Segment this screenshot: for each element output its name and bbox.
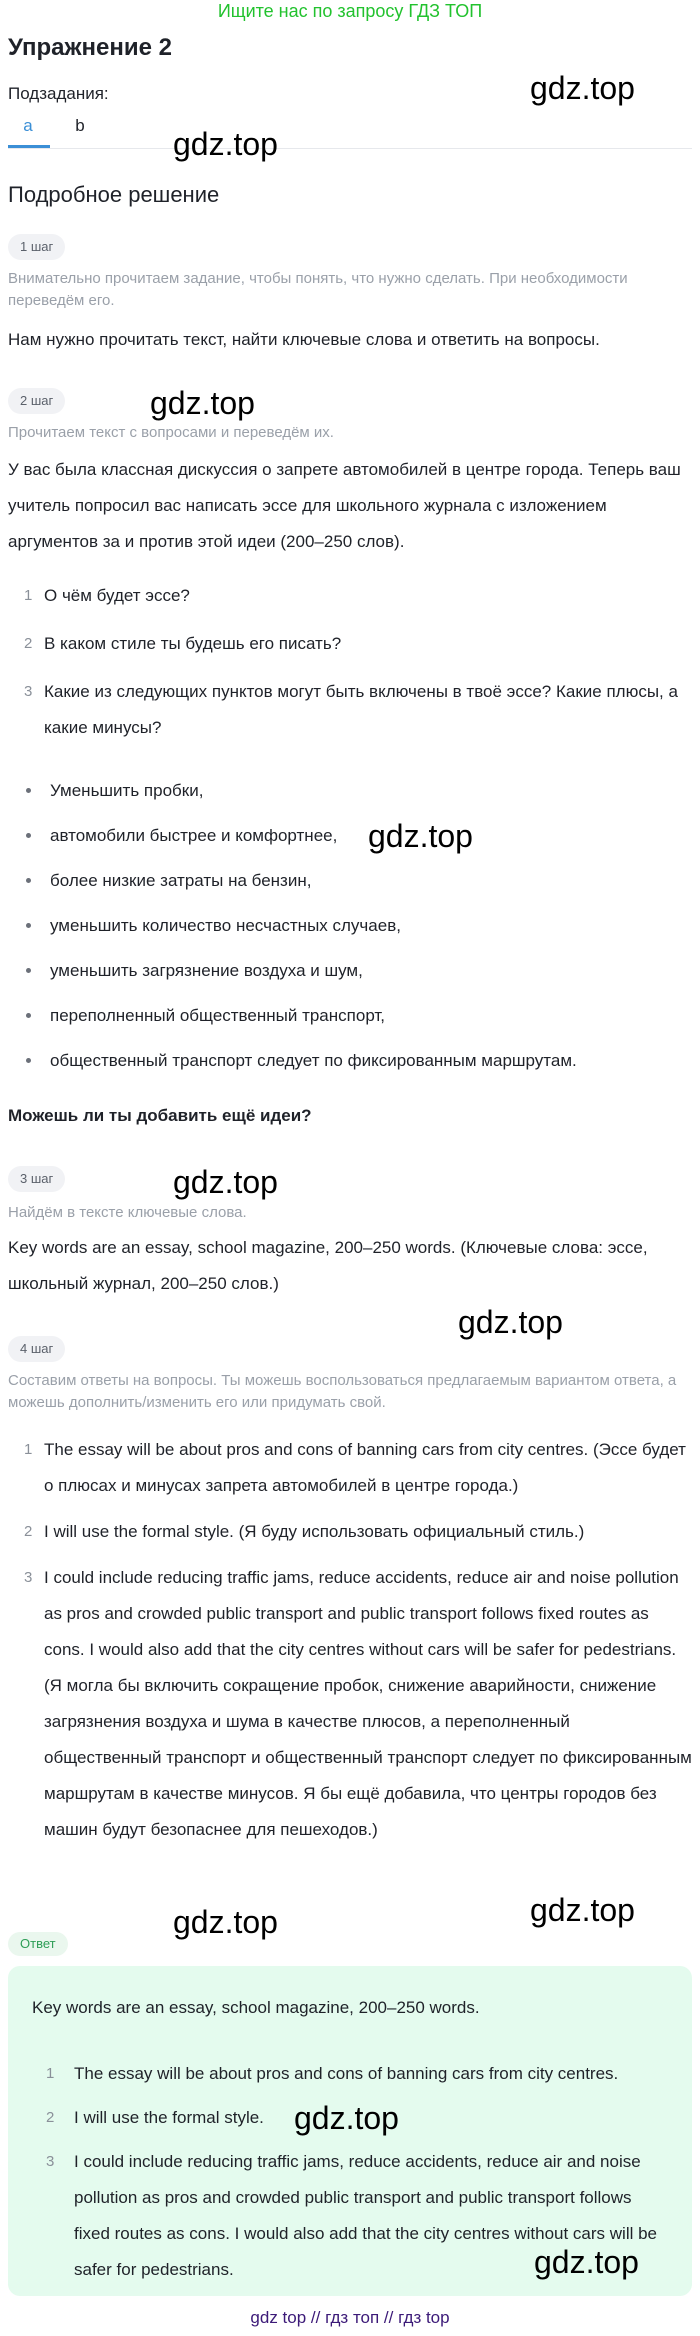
page-title: Упражнение 2 [8, 34, 172, 61]
section-title: Подробное решение [8, 182, 220, 207]
list-item: 2 I will use the formal style. (Я буду использовать официальный стиль.) [24, 1522, 585, 1541]
footer-links[interactable]: gdz top // гдз топ // гдз top [250, 2308, 450, 2327]
watermark: gdz.top [173, 1164, 278, 1200]
list-item: 2 В каком стиле ты будешь его писать? [24, 634, 342, 653]
subtask-tabs [8, 112, 692, 149]
list-item: переполненный общественный транспорт, [8, 993, 692, 1038]
active-tab-indicator [8, 145, 50, 148]
step-text: Нам нужно прочитать текст, найти ключевые слова и ответить на вопросы. [8, 330, 600, 349]
step-badge: 3 шаг [8, 1166, 65, 1192]
list-item: общественный транспорт следует по фиксированным маршрутам. [8, 1038, 692, 1083]
watermark: gdz.top [173, 126, 278, 162]
answer-list [8, 1432, 692, 1848]
bullet-list [8, 768, 692, 1083]
step-badge: 4 шаг [8, 1336, 65, 1362]
list-item: 1 The essay will be about pros and cons of banning cars from city centres. (Эссе будет о плюсах и минусах запрета автомобилей в центре города.) [24, 1440, 686, 1495]
watermark: gdz.top [530, 70, 635, 106]
question-list [8, 578, 692, 746]
step-hint: Составим ответы на вопросы. Ты можешь воспользоваться предлагаемым вариантом ответа, а можешь дополнить/изменить его или придумать свой. [8, 1372, 677, 1411]
list-item: 1 О чём будет эссе? [24, 586, 190, 605]
list-item: 3 I could include reducing traffic jams, reduce accidents, reduce air and noise pollution as pros and crowded public transport and public transport follows fixed routes as cons. I would also add that the city centres without cars will be safer for pedestrians. (Я могла бы включить сокращение пробок, снижение аварийности, снижение загрязнения воздуха и шума в качестве плюсов, а переполненный общественный транспорт и общественный транспорт следует по фиксированным маршрутам в качестве минусов. Я бы ещё добавила, что центры городов без машин будут безопаснее для пешеходов.) [24, 1568, 692, 1839]
watermark: gdz.top [294, 2100, 399, 2136]
list-item: более низкие затраты на бензин, [8, 858, 692, 903]
watermark: gdz.top [173, 1904, 278, 1940]
watermark: gdz.top [368, 818, 473, 854]
step-text: У вас была классная дискуссия о запрете автомобилей в центре города. Теперь ваш учитель попросил вас написать эссе для школьного журнала с изложением аргументов за и против этой идеи (200–250 слов). [8, 460, 681, 551]
watermark: gdz.top [534, 2244, 639, 2280]
step-badge: 1 шаг [8, 234, 65, 260]
tab-b[interactable]: b [75, 116, 85, 135]
step-badge: 2 шаг [8, 388, 65, 414]
step-hint: Найдём в тексте ключевые слова. [8, 1204, 247, 1221]
list-item: 3 Какие из следующих пунктов могут быть включены в твоё эссе? Какие плюсы, а какие минусы? [24, 682, 678, 737]
step-hint: Прочитаем текст с вопросами и переведём их. [8, 424, 334, 441]
watermark: gdz.top [150, 385, 255, 421]
list-item: уменьшить загрязнение воздуха и шум, [8, 948, 692, 993]
watermark: gdz.top [458, 1304, 563, 1340]
list-item: автомобили быстрее и комфортнее, [8, 813, 692, 858]
bold-question: Можешь ли ты добавить ещё идеи? [8, 1106, 312, 1125]
watermark: gdz.top [530, 1892, 635, 1928]
answer-badge: Ответ [8, 1932, 68, 1956]
top-banner: Ищите нас по запросу ГДЗ ТОП [217, 1, 483, 21]
answer-intro: Key words are an essay, school magazine, 200–250 words. [32, 1998, 480, 2017]
step-hint: Внимательно прочитаем задание, чтобы понять, что нужно сделать. При необходимости переведём его. [8, 270, 628, 309]
list-item: 2 I will use the formal style. [46, 2108, 264, 2127]
list-item: Уменьшить пробки, [8, 768, 692, 813]
subtasks-label: Подзадания: [8, 84, 109, 103]
list-item: 3 I could include reducing traffic jams, reduce accidents, reduce air and noise pollution as pros and crowded public transport and public transport follows fixed routes as cons. I would also add that the city centres without cars will be safer for pedestrians. [46, 2152, 658, 2279]
list-item: уменьшить количество несчастных случаев, [8, 903, 692, 948]
step-text: Key words are an essay, school magazine, 200–250 words. (Ключевые слова: эссе, школьный журнал, 200–250 слов.) [8, 1238, 648, 1293]
list-item: 1 The essay will be about pros and cons of banning cars from city centres. [46, 2064, 619, 2083]
tab-a[interactable]: a [23, 116, 33, 135]
